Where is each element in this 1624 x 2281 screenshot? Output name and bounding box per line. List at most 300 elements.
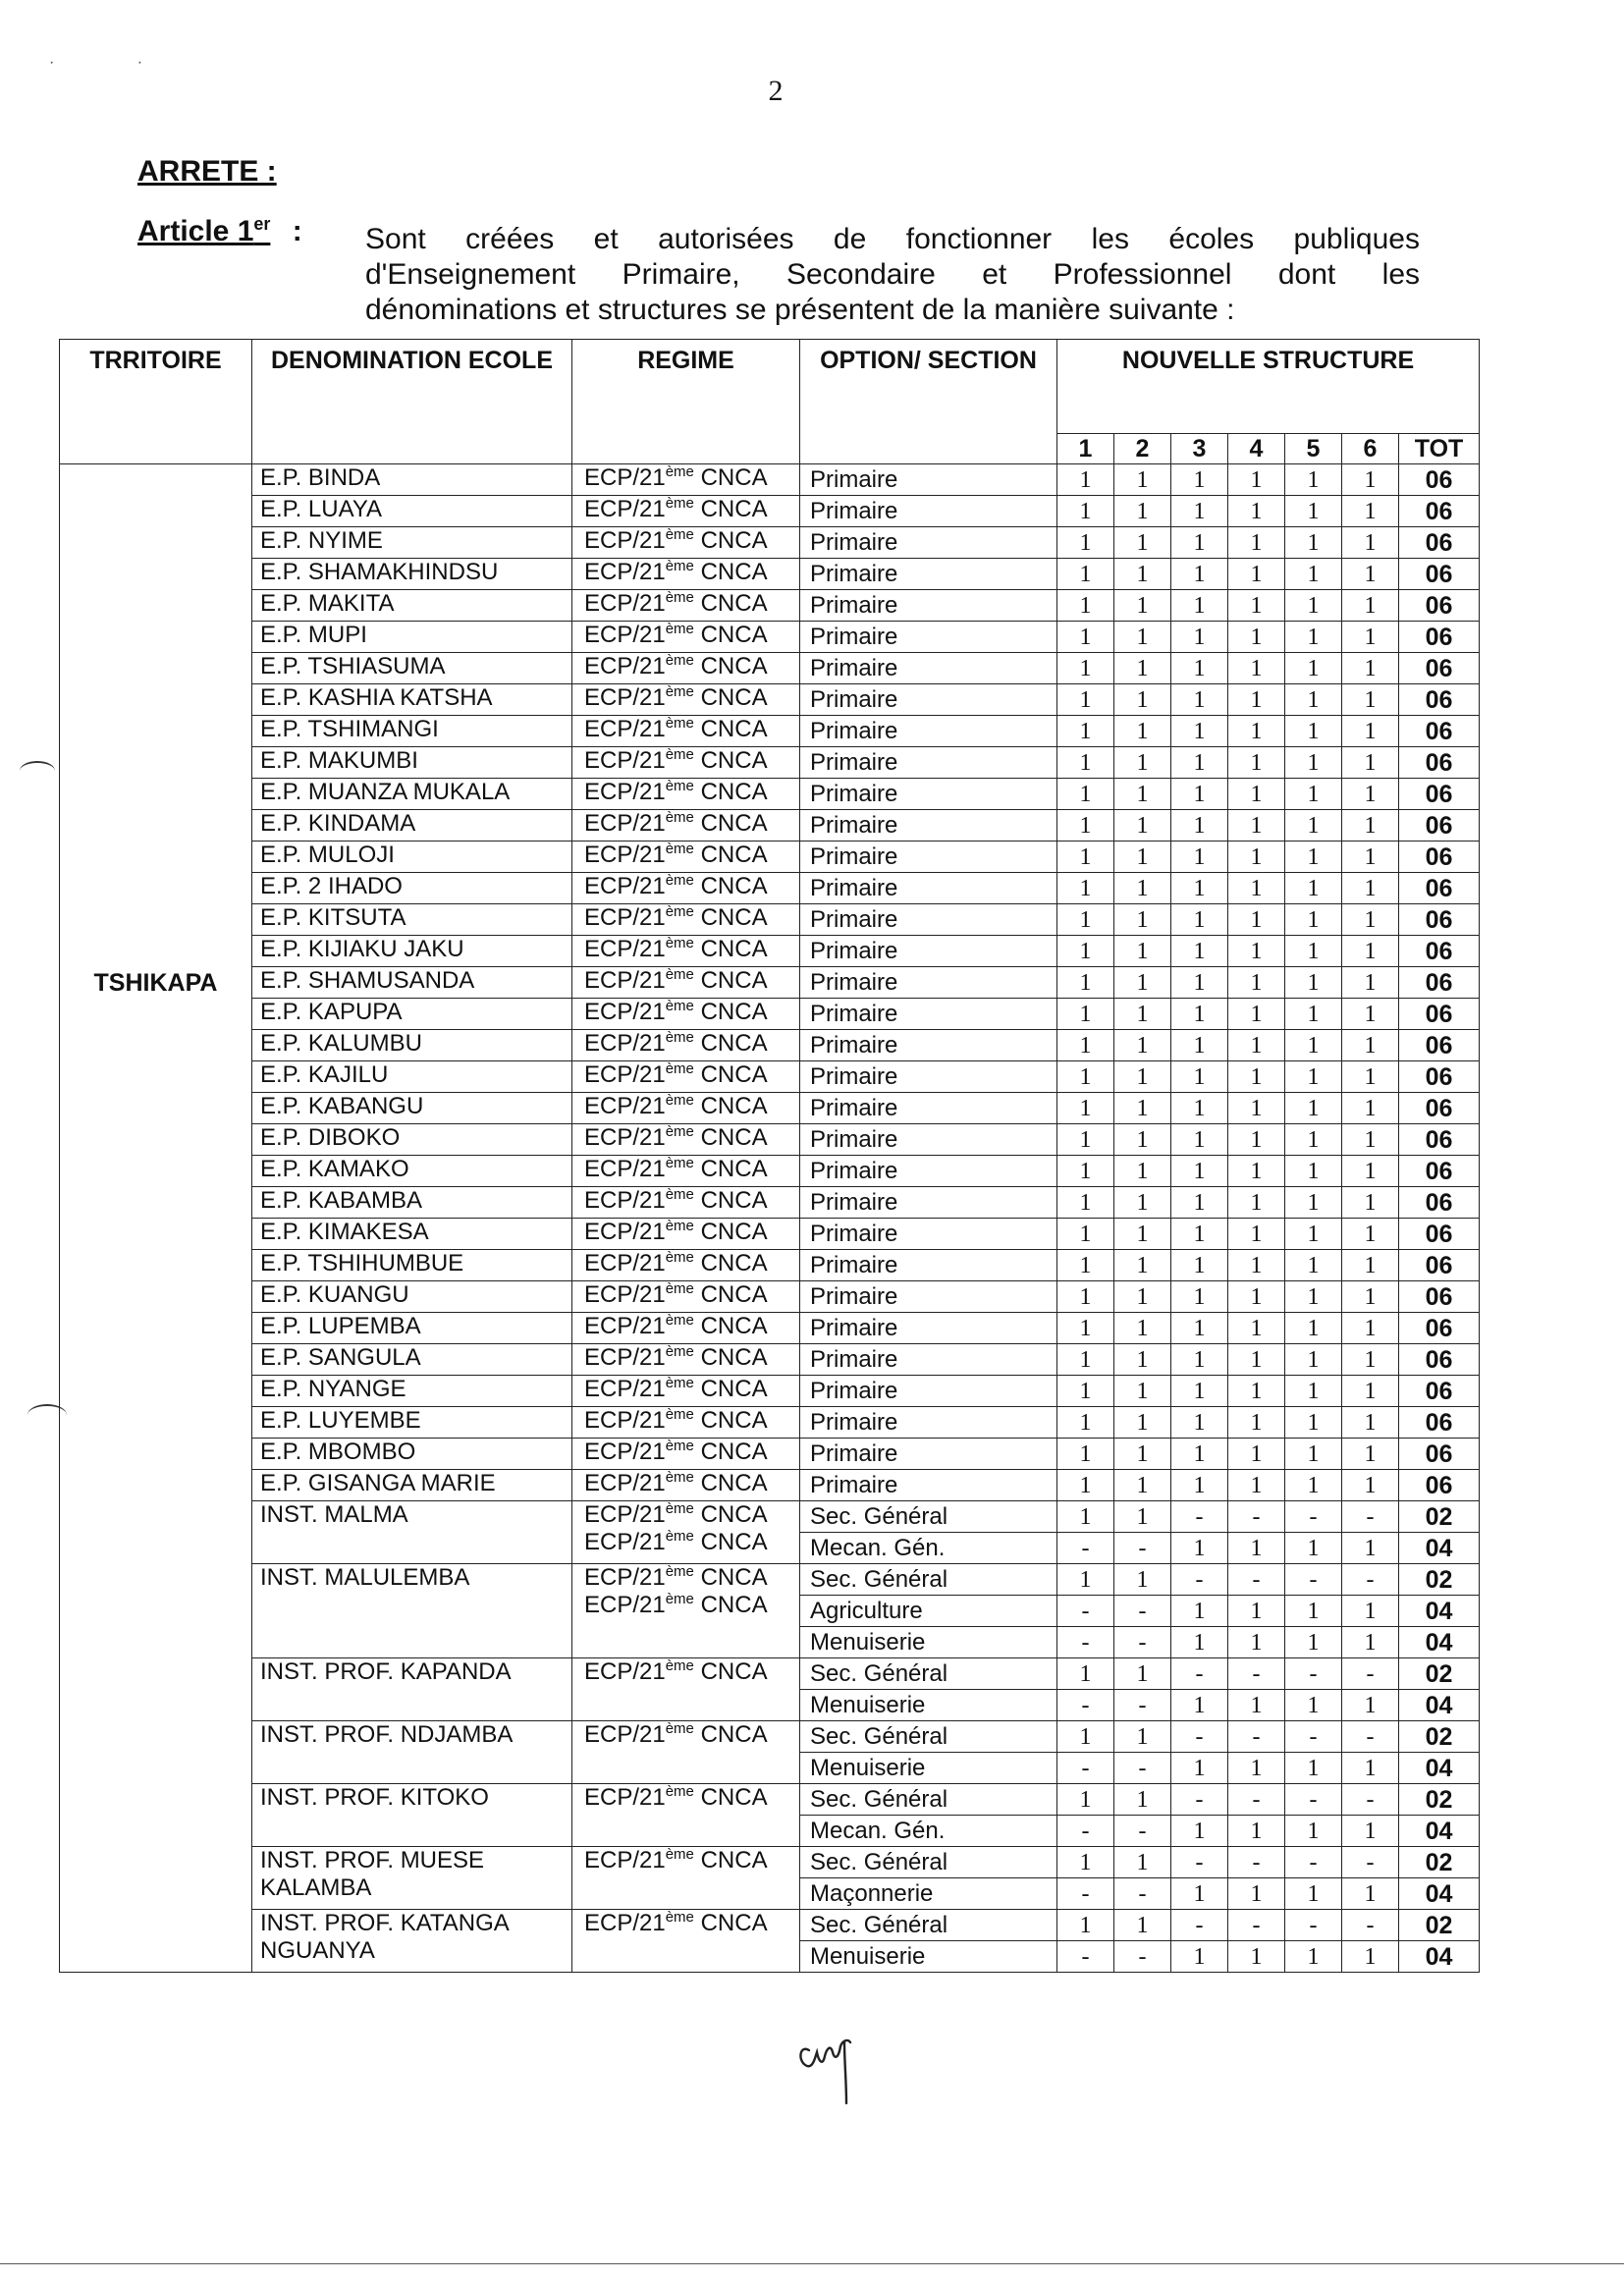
count-cell: 1: [1057, 1156, 1114, 1187]
count-cell: 1: [1342, 1439, 1399, 1470]
regime-base: ECP/21: [584, 559, 666, 585]
count-cell: 1: [1228, 1219, 1285, 1250]
regime-cell: [572, 1439, 800, 1470]
option-cell: Sec. Général: [800, 1910, 1057, 1941]
count-cell: 1: [1342, 716, 1399, 747]
count-cell: 1: [1285, 1313, 1342, 1344]
territoire-cell-empty: [60, 1784, 252, 1816]
school-name: E.P. KAPUPA: [252, 999, 572, 1030]
table-row: [60, 842, 1480, 873]
count-cell: 1: [1228, 1124, 1285, 1156]
regime-tail: CNCA: [693, 1219, 768, 1245]
count-cell: 1: [1171, 1878, 1228, 1910]
school-name: E.P. KASHIA KATSHA: [252, 684, 572, 716]
regime-sup: ème: [665, 809, 694, 826]
regime-sup: ème: [665, 1123, 694, 1140]
territoire-cell-empty: [60, 1753, 252, 1784]
article-line: Sont créées et autorisées de fonctionner les écoles publiques: [365, 223, 1420, 255]
regime-base: ECP/21: [584, 622, 666, 648]
count-cell: 1: [1114, 1407, 1171, 1439]
option-cell: Primaire: [800, 1344, 1057, 1376]
total-cell: 06: [1399, 1250, 1480, 1281]
count-cell: 1: [1285, 1376, 1342, 1407]
table-row: [60, 464, 1480, 496]
school-name: E.P. KAMAKO: [252, 1156, 572, 1187]
count-cell: -: [1114, 1596, 1171, 1627]
option-cell: Mecan. Gén.: [800, 1533, 1057, 1564]
option-cell: Mecan. Gén.: [800, 1816, 1057, 1847]
count-cell: 1: [1171, 1344, 1228, 1376]
count-cell: 1: [1285, 1281, 1342, 1313]
count-cell: 1: [1342, 1627, 1399, 1658]
count-cell: 1: [1057, 904, 1114, 936]
count-cell: 1: [1342, 1690, 1399, 1721]
regime-tail: CNCA: [693, 464, 768, 491]
regime-tail: CNCA: [693, 999, 768, 1025]
count-cell: -: [1285, 1910, 1342, 1941]
count-cell: 1: [1171, 1816, 1228, 1847]
total-cell: 02: [1399, 1910, 1480, 1941]
school-name: E.P. LUYEMBE: [252, 1407, 572, 1439]
school-name: E.P. MBOMBO: [252, 1439, 572, 1470]
count-cell: 1: [1285, 1061, 1342, 1093]
margin-mark: [20, 761, 55, 781]
count-cell: 1: [1114, 1281, 1171, 1313]
school-name: [252, 1910, 572, 1973]
regime-sup: ème: [665, 1312, 694, 1329]
option-cell: Primaire: [800, 1219, 1057, 1250]
count-cell: 1: [1057, 1501, 1114, 1533]
count-cell: -: [1171, 1910, 1228, 1941]
count-cell: 1: [1057, 716, 1114, 747]
count-cell: -: [1228, 1658, 1285, 1690]
header-option: OPTION/ SECTION: [800, 340, 1057, 464]
total-cell: 06: [1399, 1124, 1480, 1156]
count-cell: 1: [1342, 842, 1399, 873]
total-cell: 02: [1399, 1721, 1480, 1753]
table-row: [60, 1030, 1480, 1061]
table-row: [60, 496, 1480, 527]
count-cell: -: [1114, 1627, 1171, 1658]
school-name: E.P. TSHIMANGI: [252, 716, 572, 747]
regime-sup: ème: [665, 966, 694, 983]
territoire-cell-empty: [60, 1627, 252, 1658]
table-row: [60, 1376, 1480, 1407]
article-label-text: Article 1: [137, 215, 254, 247]
total-cell: 04: [1399, 1690, 1480, 1721]
regime-sup: ème: [665, 652, 694, 669]
regime-base: ECP/21: [584, 904, 666, 931]
regime-base: ECP/21: [584, 1219, 666, 1245]
table-row: [60, 1124, 1480, 1156]
count-cell: 1: [1171, 1596, 1228, 1627]
table-row: [60, 1093, 1480, 1124]
count-cell: 1: [1342, 1093, 1399, 1124]
count-cell: -: [1057, 1533, 1114, 1564]
count-cell: 1: [1228, 1470, 1285, 1501]
regime-tail: CNCA: [693, 1721, 768, 1748]
count-cell: 1: [1057, 684, 1114, 716]
regime-tail: CNCA: [693, 747, 768, 774]
total-cell: 06: [1399, 747, 1480, 779]
option-cell: Primaire: [800, 1124, 1057, 1156]
count-cell: 1: [1114, 1847, 1171, 1878]
regime-sup: ème: [665, 1500, 694, 1517]
count-cell: 1: [1228, 779, 1285, 810]
school-name-line: INST. PROF. KAPANDA: [260, 1658, 512, 1685]
count-cell: 1: [1057, 622, 1114, 653]
count-cell: 1: [1285, 622, 1342, 653]
count-cell: 1: [1114, 496, 1171, 527]
count-cell: 1: [1228, 967, 1285, 999]
option-cell: Primaire: [800, 779, 1057, 810]
count-cell: 1: [1171, 1376, 1228, 1407]
count-cell: -: [1057, 1627, 1114, 1658]
school-name: E.P. LUAYA: [252, 496, 572, 527]
count-cell: 1: [1228, 1816, 1285, 1847]
regime-cell: [572, 1093, 800, 1124]
regime-base: ECP/21: [584, 590, 666, 617]
regime-sup: ème: [665, 1591, 694, 1607]
count-cell: 1: [1057, 1061, 1114, 1093]
count-cell: 1: [1057, 1910, 1114, 1941]
regime-tail: CNCA: [693, 1529, 768, 1555]
count-cell: 1: [1114, 779, 1171, 810]
regime-base: ECP/21: [584, 653, 666, 679]
regime-sup: ème: [665, 1218, 694, 1234]
count-cell: 1: [1228, 653, 1285, 684]
total-cell: 02: [1399, 1658, 1480, 1690]
option-cell: Primaire: [800, 1407, 1057, 1439]
regime-sup: ème: [665, 935, 694, 951]
count-cell: 1: [1228, 1753, 1285, 1784]
regime-sup: ème: [665, 621, 694, 637]
regime-base: ECP/21: [584, 1470, 666, 1496]
count-cell: 1: [1342, 496, 1399, 527]
count-cell: -: [1285, 1658, 1342, 1690]
total-cell: 06: [1399, 464, 1480, 496]
regime-cell: [572, 622, 800, 653]
count-cell: 1: [1342, 1470, 1399, 1501]
regime-tail: CNCA: [693, 496, 768, 522]
option-cell: Primaire: [800, 1156, 1057, 1187]
header-col: 4: [1228, 434, 1285, 464]
regime-sup: ème: [665, 715, 694, 732]
school-name: E.P. MULOJI: [252, 842, 572, 873]
regime-base: ECP/21: [584, 716, 666, 742]
total-cell: 06: [1399, 1376, 1480, 1407]
count-cell: 1: [1228, 936, 1285, 967]
total-cell: 06: [1399, 1439, 1480, 1470]
count-cell: -: [1342, 1910, 1399, 1941]
regime-base: ECP/21: [584, 464, 666, 491]
school-name: E.P. KINDAMA: [252, 810, 572, 842]
regime-tail: CNCA: [693, 1156, 768, 1182]
regime-tail: CNCA: [693, 873, 768, 899]
table-row: [60, 1250, 1480, 1281]
count-cell: 1: [1285, 747, 1342, 779]
option-cell: Primaire: [800, 936, 1057, 967]
count-cell: 1: [1114, 810, 1171, 842]
regime-sup: ème: [665, 1469, 694, 1486]
count-cell: 1: [1114, 622, 1171, 653]
option-cell: Primaire: [800, 1281, 1057, 1313]
decree-heading: ARRETE :: [137, 155, 277, 188]
regime-base: ECP/21: [584, 1564, 666, 1591]
count-cell: 1: [1285, 1878, 1342, 1910]
option-cell: Primaire: [800, 716, 1057, 747]
count-cell: 1: [1171, 1690, 1228, 1721]
territoire-cell: TSHIKAPA: [60, 464, 252, 1501]
table-row: [60, 1344, 1480, 1376]
table-row: [60, 1156, 1480, 1187]
article-line: dénominations et structures se présentent de la manière suivante :: [365, 294, 1235, 326]
scan-edge-line: [0, 2263, 1624, 2264]
regime-cell: [572, 810, 800, 842]
option-cell: Primaire: [800, 1030, 1057, 1061]
count-cell: 1: [1228, 559, 1285, 590]
table-row: [60, 590, 1480, 622]
count-cell: 1: [1114, 1658, 1171, 1690]
option-cell: Primaire: [800, 747, 1057, 779]
regime-sup: ème: [665, 589, 694, 606]
regime-sup: ème: [665, 998, 694, 1014]
regime-line: [584, 1910, 799, 1937]
count-cell: 1: [1342, 527, 1399, 559]
scan-specks: · ·: [49, 54, 183, 71]
count-cell: 1: [1114, 684, 1171, 716]
count-cell: -: [1057, 1596, 1114, 1627]
regime-tail: CNCA: [693, 716, 768, 742]
school-name: E.P. LUPEMBA: [252, 1313, 572, 1344]
regime-sup: ème: [665, 746, 694, 763]
count-cell: 1: [1228, 1187, 1285, 1219]
total-cell: 04: [1399, 1878, 1480, 1910]
regime-sup: ème: [665, 1438, 694, 1454]
count-cell: 1: [1171, 1156, 1228, 1187]
count-cell: 1: [1171, 1753, 1228, 1784]
regime-sup: ème: [665, 1909, 694, 1926]
table-row: [60, 1407, 1480, 1439]
header-regime: REGIME: [572, 340, 800, 464]
count-cell: 1: [1057, 936, 1114, 967]
total-cell: 06: [1399, 1470, 1480, 1501]
count-cell: 1: [1171, 653, 1228, 684]
total-cell: 04: [1399, 1753, 1480, 1784]
school-name: E.P. KABAMBA: [252, 1187, 572, 1219]
option-cell: Sec. Général: [800, 1564, 1057, 1596]
option-cell: Primaire: [800, 1439, 1057, 1470]
regime-base: ECP/21: [584, 1407, 666, 1434]
regime-cell: [572, 999, 800, 1030]
count-cell: 1: [1342, 1156, 1399, 1187]
regime-base: ECP/21: [584, 1093, 666, 1119]
count-cell: 1: [1171, 747, 1228, 779]
count-cell: 1: [1114, 1470, 1171, 1501]
regime-base: ECP/21: [584, 1592, 666, 1618]
regime-cell: [572, 1156, 800, 1187]
total-cell: 02: [1399, 1784, 1480, 1816]
table-row: [60, 653, 1480, 684]
table-row: [60, 1501, 1480, 1533]
total-cell: 06: [1399, 716, 1480, 747]
count-cell: 1: [1057, 1407, 1114, 1439]
school-name: E.P. MUPI: [252, 622, 572, 653]
count-cell: 1: [1171, 1533, 1228, 1564]
table-body: [60, 464, 1480, 1973]
regime-sup: ème: [665, 1528, 694, 1545]
count-cell: 1: [1228, 1941, 1285, 1973]
count-cell: 1: [1114, 1784, 1171, 1816]
count-cell: -: [1171, 1501, 1228, 1533]
school-name: E.P. SHAMAKHINDSU: [252, 559, 572, 590]
count-cell: 1: [1114, 1156, 1171, 1187]
regime-cell: [572, 842, 800, 873]
regime-cell: [572, 1721, 800, 1784]
count-cell: 1: [1114, 1439, 1171, 1470]
option-cell: Primaire: [800, 842, 1057, 873]
count-cell: 1: [1285, 1690, 1342, 1721]
count-cell: -: [1342, 1847, 1399, 1878]
count-cell: 1: [1171, 1281, 1228, 1313]
school-name-line: INST. PROF. MUESE: [260, 1847, 485, 1874]
count-cell: 1: [1228, 1533, 1285, 1564]
count-cell: 1: [1057, 1219, 1114, 1250]
regime-tail: CNCA: [693, 1658, 768, 1685]
regime-line: [584, 1784, 799, 1812]
count-cell: 1: [1057, 1470, 1114, 1501]
option-cell: Primaire: [800, 684, 1057, 716]
regime-base: ECP/21: [584, 684, 666, 711]
count-cell: -: [1114, 1941, 1171, 1973]
count-cell: 1: [1057, 1313, 1114, 1344]
count-cell: 1: [1114, 527, 1171, 559]
territoire-cell-empty: [60, 1816, 252, 1847]
table-row: [60, 904, 1480, 936]
count-cell: 1: [1171, 590, 1228, 622]
table-row: [60, 684, 1480, 716]
school-name-line: INST. PROF. NDJAMBA: [260, 1721, 514, 1748]
regime-base: ECP/21: [584, 1281, 666, 1308]
count-cell: -: [1228, 1721, 1285, 1753]
territoire-cell-empty: [60, 1910, 252, 1941]
count-cell: -: [1057, 1816, 1114, 1847]
count-cell: 1: [1057, 1093, 1114, 1124]
total-cell: 06: [1399, 999, 1480, 1030]
option-cell: Primaire: [800, 653, 1057, 684]
regime-base: ECP/21: [584, 1061, 666, 1088]
regime-cell: [572, 716, 800, 747]
regime-base: ECP/21: [584, 1124, 666, 1151]
count-cell: 1: [1228, 747, 1285, 779]
count-cell: -: [1228, 1564, 1285, 1596]
regime-cell: [572, 936, 800, 967]
count-cell: 1: [1114, 1093, 1171, 1124]
regime-tail: CNCA: [693, 1124, 768, 1151]
option-cell: Menuiserie: [800, 1941, 1057, 1973]
count-cell: 1: [1285, 999, 1342, 1030]
regime-cell: [572, 747, 800, 779]
count-cell: -: [1285, 1784, 1342, 1816]
option-cell: Primaire: [800, 999, 1057, 1030]
regime-tail: CNCA: [693, 1784, 768, 1811]
regime-sup: ème: [665, 1155, 694, 1171]
count-cell: 1: [1342, 1407, 1399, 1439]
count-cell: 1: [1114, 1564, 1171, 1596]
option-cell: Sec. Général: [800, 1784, 1057, 1816]
count-cell: 1: [1285, 1344, 1342, 1376]
count-cell: 1: [1114, 653, 1171, 684]
count-cell: -: [1342, 1721, 1399, 1753]
regime-cell: [572, 590, 800, 622]
regime-cell: [572, 1281, 800, 1313]
count-cell: 1: [1285, 779, 1342, 810]
school-name-line: KALAMBA: [260, 1874, 372, 1901]
count-cell: 1: [1342, 810, 1399, 842]
total-cell: 02: [1399, 1501, 1480, 1533]
count-cell: 1: [1285, 1250, 1342, 1281]
total-cell: 06: [1399, 810, 1480, 842]
total-cell: 06: [1399, 1281, 1480, 1313]
table-row: [60, 559, 1480, 590]
count-cell: 1: [1228, 1596, 1285, 1627]
table-row: [60, 967, 1480, 999]
regime-sup: ème: [665, 1563, 694, 1580]
option-cell: Primaire: [800, 622, 1057, 653]
count-cell: 1: [1114, 1501, 1171, 1533]
regime-base: ECP/21: [584, 873, 666, 899]
table-row: [60, 747, 1480, 779]
regime-cell: [572, 1470, 800, 1501]
count-cell: 1: [1057, 810, 1114, 842]
regime-cell: [572, 1250, 800, 1281]
total-cell: 04: [1399, 1816, 1480, 1847]
regime-tail: CNCA: [693, 1376, 768, 1402]
school-name: E.P. KALUMBU: [252, 1030, 572, 1061]
count-cell: 1: [1285, 1941, 1342, 1973]
school-name: E.P. KIJIAKU JAKU: [252, 936, 572, 967]
regime-sup: ème: [665, 841, 694, 857]
header-col: 5: [1285, 434, 1342, 464]
school-name: E.P. SHAMUSANDA: [252, 967, 572, 999]
count-cell: -: [1342, 1564, 1399, 1596]
school-name: [252, 1658, 572, 1721]
count-cell: 1: [1342, 1187, 1399, 1219]
count-cell: 1: [1228, 1093, 1285, 1124]
regime-cell: [572, 527, 800, 559]
count-cell: 1: [1228, 904, 1285, 936]
article-label-sup: er: [253, 214, 271, 234]
regime-base: ECP/21: [584, 1344, 666, 1371]
count-cell: 1: [1228, 590, 1285, 622]
regime-cell: [572, 1910, 800, 1973]
territoire-cell-empty: [60, 1721, 252, 1753]
count-cell: 1: [1285, 873, 1342, 904]
count-cell: 1: [1342, 1281, 1399, 1313]
count-cell: -: [1228, 1501, 1285, 1533]
count-cell: -: [1057, 1878, 1114, 1910]
regime-sup: ème: [665, 1720, 694, 1737]
count-cell: 1: [1057, 1847, 1114, 1878]
regime-tail: CNCA: [693, 559, 768, 585]
header-territoire: TRRITOIRE: [60, 340, 252, 464]
count-cell: 1: [1285, 590, 1342, 622]
count-cell: 1: [1114, 999, 1171, 1030]
school-name: E.P. KITSUTA: [252, 904, 572, 936]
handwritten-initials: [795, 2023, 864, 2111]
total-cell: 06: [1399, 1313, 1480, 1344]
count-cell: -: [1228, 1847, 1285, 1878]
